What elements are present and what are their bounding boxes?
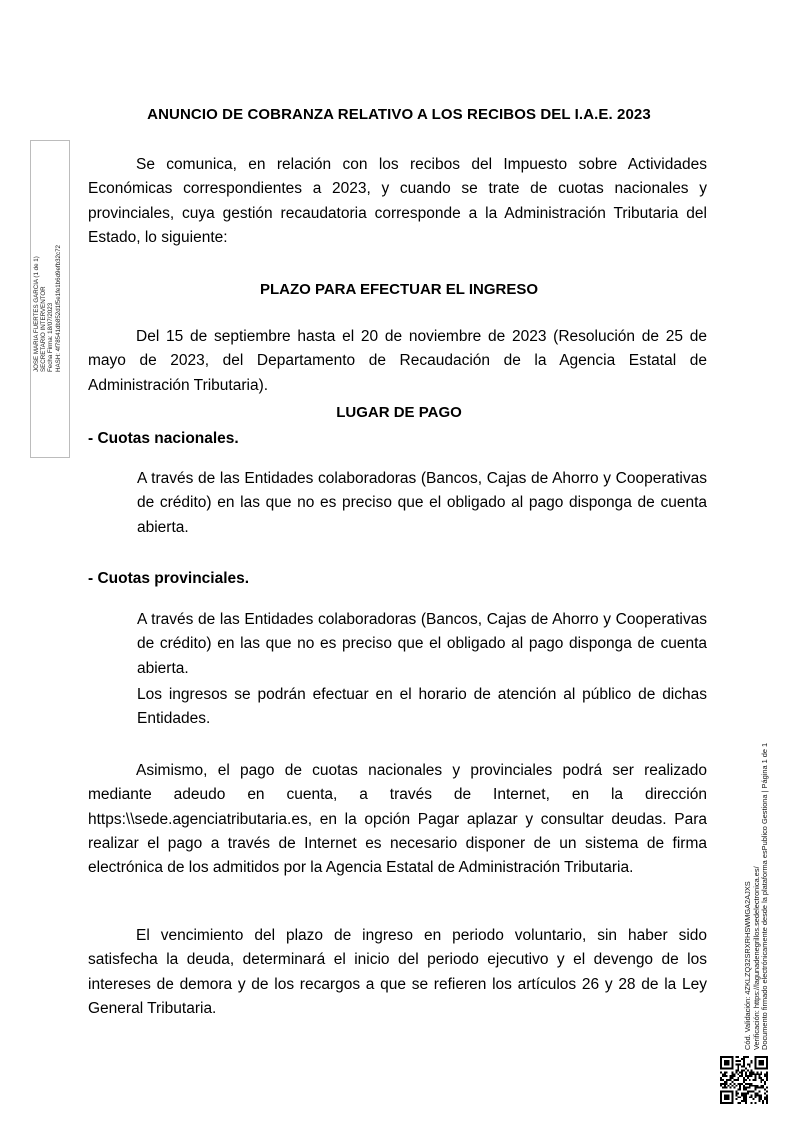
intro-paragraph: Se comunica, en relación con los recibos del Impuesto sobre Actividades Económicas correspondientes a 2023, y cuando se trate de cuotas nacionales y provinciales, cuya gestión recaudatoria corresponde a la Administración Tributaria del Estado, lo siguiente: bbox=[88, 156, 707, 246]
provinciales-paragraph: A través de las Entidades colaboradoras (Bancos, Cajas de Ahorro y Cooperativas de crédito) en las que no es preciso que el obligado al pago disponga de cuenta abierta. bbox=[137, 611, 707, 677]
signature-hash: HASH: 4f78541db852d1f5e1fe1b6d9efb32c72 bbox=[54, 245, 62, 372]
nacionales-paragraph: A través de las Entidades colaboradoras (Bancos, Cajas de Ahorro y Cooperativas de crédito) en las que no es preciso que el obligado al pago disponga de cuenta abierta. bbox=[137, 470, 707, 536]
validation-footer bbox=[744, 743, 770, 1050]
validation-code: Cód. Validación: 4ZKLZQ32SRXRHSWMGA2AJXS bbox=[743, 881, 752, 1050]
signature-role: SECRETARIO INTERVENTOR bbox=[40, 286, 48, 372]
internet-payment-paragraph: Asimismo, el pago de cuotas nacionales y provinciales podrá ser realizado mediante adeudo en cuenta, a través de Internet, en la dirección https:\\sede.agenciatributaria.es, en la opción Pagar aplazar y consultar deudas. Para realizar el pago a través de Internet es necesario disponer de un sistema de firma electrónica de los admitidos por la Agencia Estatal de Administración Tributaria. bbox=[88, 762, 707, 877]
qr-code bbox=[720, 1056, 768, 1104]
nacionales-subheading: - Cuotas nacionales. bbox=[88, 430, 239, 447]
plazo-heading: PLAZO PARA EFECTUAR EL INGRESO bbox=[259, 281, 539, 298]
page-title: ANUNCIO DE COBRANZA RELATIVO A LOS RECIBOS DEL I.A.E. 2023 bbox=[147, 106, 651, 123]
validation-url: Verificación: https://lagunadenegrillos.sedelectronica.es/ bbox=[751, 866, 761, 1050]
vencimiento-paragraph: El vencimiento del plazo de ingreso en periodo voluntario, sin haber sido satisfecha la deuda, determinará el inicio del periodo ejecutivo y el devengo de los intereses de demora y de los recargos a que se refieren los artículos 26 y 28 de la Ley General Tributaria. bbox=[88, 927, 707, 1017]
provinciales-subheading: - Cuotas provinciales. bbox=[88, 570, 250, 587]
signature-signer: JOSE MARIA FUERTES GARCIA (1 de 1) bbox=[33, 256, 40, 372]
lugar-heading: LUGAR DE PAGO bbox=[336, 404, 462, 421]
plazo-paragraph: Del 15 de septiembre hasta el 20 de noviembre de 2023 (Resolución de 25 de mayo de 2023, del Departamento de Recaudación de la Agencia Estatal de Administración Tributaria). bbox=[88, 328, 707, 394]
signature-date: Fecha Firma: 18/07/2023 bbox=[47, 302, 55, 372]
validation-platform: Documento firmado electrónicamente desde la plataforma esPublico Gestiona | Página 1 de 1 bbox=[760, 742, 770, 1050]
signature-stamp bbox=[33, 245, 62, 372]
provinciales-horario-paragraph: Los ingresos se podrán efectuar en el horario de atención al público de dichas Entidades. bbox=[137, 686, 707, 728]
